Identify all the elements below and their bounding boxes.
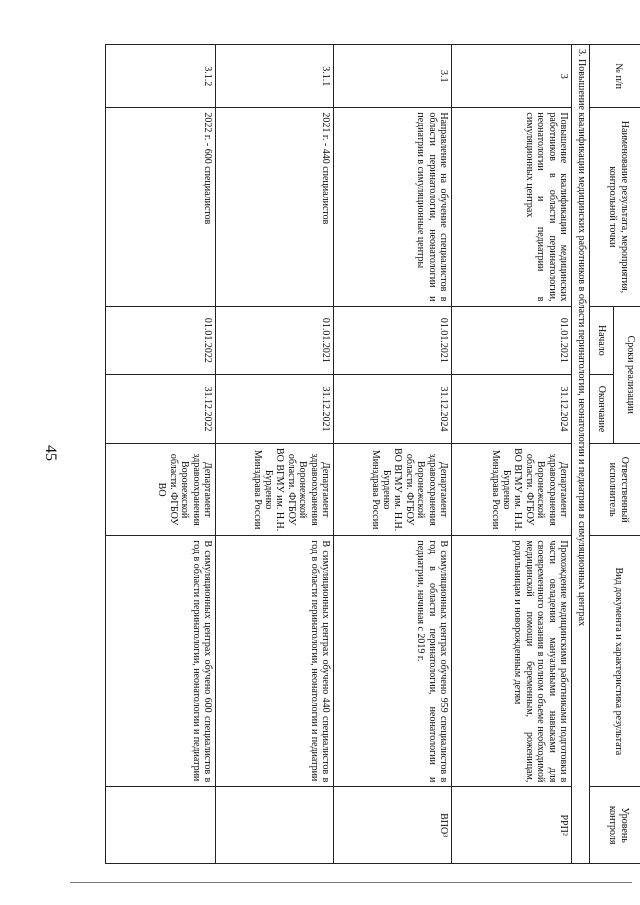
row-start: 01.01.2021 <box>452 306 572 375</box>
row-end: 31.12.2021 <box>216 375 334 444</box>
plan-table <box>105 44 640 864</box>
row-doc: В симуляционных центрах обучено 600 специалистов в год в области перинатологии, неонатологии и педиатрии <box>106 536 216 787</box>
row-end: 31.12.2024 <box>452 375 572 444</box>
header-num: № п/п <box>590 45 640 108</box>
row-control <box>106 787 216 864</box>
row-name: Направление на обучение специалистов в области перинатологии, неонатологии и педиатрии в симуляционные центры <box>334 108 452 306</box>
page-bottom-divider <box>70 882 632 883</box>
row-responsible: Департамент здравоохранения Воронежской области. ФГБОУ ВО ВГМУ им. Н.Н. Бурденко Минздрава России <box>334 443 452 535</box>
table-row <box>216 45 334 864</box>
header-doc: Вид документа и характеристика результата <box>590 536 640 787</box>
row-control <box>216 787 334 864</box>
row-responsible: Департамент здравоохранения Воронежской области. ФГБОУ ВО <box>106 443 216 535</box>
table-wrapper <box>105 44 640 864</box>
row-control: ВПО³ <box>334 787 452 864</box>
row-responsible: Департамент здравоохранения Воронежской области. ФГБОУ ВО ВГМУ им. Н.Н. Бурденко Минздрава России <box>216 443 334 535</box>
header-responsible: Ответственный исполнитель <box>590 443 640 535</box>
table-row <box>106 45 216 864</box>
section-title: 3. Повышение квалификации медицинских работников в области перинатологии, неонатологии и педиатрии в симуляционных центрах <box>572 45 590 864</box>
row-control: РРП² <box>452 787 572 864</box>
row-name: 2022 г. - 600 специалистов <box>106 108 216 306</box>
row-doc: В симуляционных центрах обучено 959 специалистов в год в области перинатологии, неонатологии и педиатрии, начиная с 2019 г. <box>334 536 452 787</box>
rotated-table-container <box>105 44 640 864</box>
row-name: Повышение квалификации медицинских работников в области перинатологии, неонатологии и педиатрии в симуляционных центрах <box>452 108 572 306</box>
row-doc: В симуляционных центрах обучено 440 специалистов в год в области перинатологии, неонатологии и педиатрии <box>216 536 334 787</box>
row-name: 2021 г. - 440 специалистов <box>216 108 334 306</box>
row-start: 01.01.2021 <box>216 306 334 375</box>
row-num: 3.1.1 <box>216 45 334 108</box>
row-start: 01.01.2021 <box>334 306 452 375</box>
table-row <box>452 45 572 864</box>
header-name: Наименование результата, мероприятия, контрольной точки <box>590 108 640 306</box>
row-num: 3 <box>452 45 572 108</box>
row-num: 3.1 <box>334 45 452 108</box>
row-start: 01.01.2022 <box>106 306 216 375</box>
row-doc: Прохождение медицинскими работниками подготовки в части овладения мануальными навыками для своевременного оказания в полном объеме необходимой медицинской помощи беременным, роженицам, родильницам и новорожденным детям <box>452 536 572 787</box>
header-end: Окончание <box>590 375 614 444</box>
header-start: Начало <box>590 306 614 375</box>
table-row <box>334 45 452 864</box>
header-control: Уровень контроля <box>590 787 640 864</box>
row-num: 3.1.2 <box>106 45 216 108</box>
header-terms: Сроки реализации <box>614 306 640 443</box>
row-end: 31.12.2022 <box>106 375 216 444</box>
row-responsible: Департамент здравоохранения Воронежской области. ФГБОУ ВО ВГМУ им. Н.Н. Бурденко Минздрава России <box>452 443 572 535</box>
row-end: 31.12.2024 <box>334 375 452 444</box>
page-number: 45 <box>42 445 59 461</box>
